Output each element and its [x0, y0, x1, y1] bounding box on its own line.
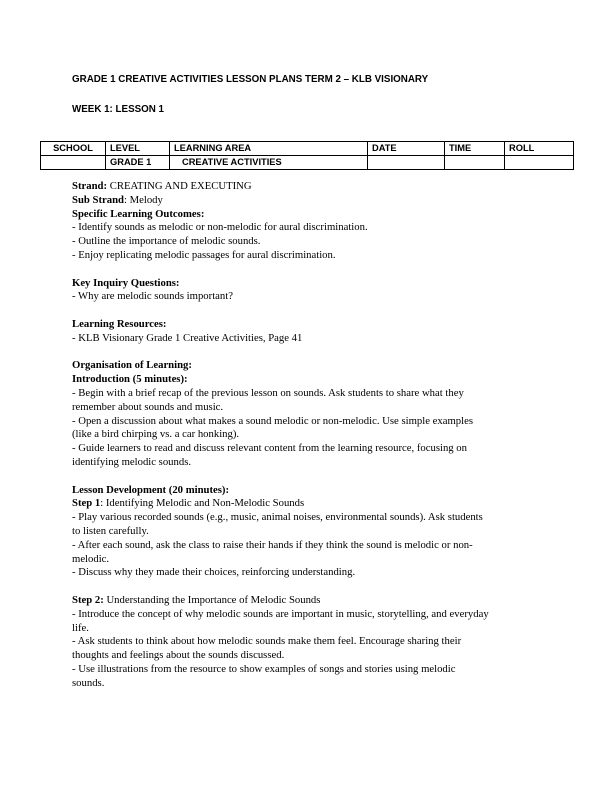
step1-heading [72, 497, 548, 511]
step1-title: : Identifying Melodic and Non-Melodic Sounds [100, 497, 305, 510]
introduction-heading: Introduction (5 minutes): [72, 373, 188, 386]
cell-roll [505, 156, 574, 170]
step1-line: - Play various recorded sounds (e.g., music, animal noises, environmental sounds). Ask students [72, 511, 483, 524]
step2-line: life. [72, 621, 89, 634]
intro-line: - Open a discussion about what makes a sound melodic or non-melodic. Use simple examples [72, 414, 473, 427]
table-header-row [41, 142, 574, 156]
strand-value: CREATING AND EXECUTING [107, 180, 252, 192]
step1-line: - Discuss why they made their choices, reinforcing understanding. [72, 566, 356, 579]
sub-strand-label: Sub Strand [72, 193, 124, 206]
header-date: DATE [368, 142, 445, 156]
header-level: LEVEL [106, 142, 170, 156]
resources-heading: Learning Resources: [72, 317, 167, 330]
cell-level: GRADE 1 [106, 156, 170, 170]
lesson-body [72, 180, 548, 690]
header-learning-area: LEARNING AREA [170, 142, 368, 156]
step2-heading [72, 594, 548, 608]
sub-strand-value: : Melody [123, 193, 163, 206]
inquiry-heading: Key Inquiry Questions: [72, 276, 180, 289]
step1-line: - After each sound, ask the class to raise their hands if they think the sound is melodic or non- [72, 538, 473, 551]
sub-strand-line [72, 194, 548, 208]
step1-line: to listen carefully. [72, 524, 149, 537]
outcome-item: - Enjoy replicating melodic passages for aural discrimination. [72, 248, 336, 261]
development-heading: Lesson Development (20 minutes): [72, 483, 230, 496]
intro-line: identifying melodic sounds. [72, 455, 192, 468]
cell-learning-area: CREATIVE ACTIVITIES [170, 156, 368, 170]
header-school: SCHOOL [41, 142, 106, 156]
strand-line [72, 180, 548, 194]
strand-label: Strand: [72, 180, 108, 192]
table-row [41, 156, 574, 170]
intro-line: (like a bird chirping vs. a car honking). [72, 428, 240, 441]
intro-line: remember about sounds and music. [72, 400, 224, 413]
step1-label: Step 1 [72, 497, 101, 510]
step2-line: - Ask students to think about how melodic sounds make them feel. Encourage sharing their [72, 635, 462, 648]
outcome-item: - Identify sounds as melodic or non-melodic for aural discrimination. [72, 221, 368, 234]
cell-date [368, 156, 445, 170]
outcomes-heading: Specific Learning Outcomes: [72, 207, 205, 220]
inquiry-item: - Why are melodic sounds important? [72, 290, 233, 303]
header-roll: ROLL [505, 142, 574, 156]
header-time: TIME [445, 142, 505, 156]
document-title: GRADE 1 CREATIVE ACTIVITIES LESSON PLANS TERM 2 – KLB VISIONARY [72, 74, 429, 85]
organisation-heading: Organisation of Learning: [72, 359, 192, 372]
resource-item: - KLB Visionary Grade 1 Creative Activities, Page 41 [72, 331, 303, 344]
step2-title: Understanding the Importance of Melodic Sounds [103, 593, 321, 606]
step2-line: thoughts and feelings about the sounds discussed. [72, 649, 285, 662]
cell-time [445, 156, 505, 170]
step2-line: - Use illustrations from the resource to show examples of songs and stories using melodic [72, 662, 456, 675]
week-lesson-title: WEEK 1: LESSON 1 [72, 104, 164, 115]
cell-school [41, 156, 106, 170]
outcome-item: - Outline the importance of melodic sounds. [72, 235, 261, 248]
step2-line: - Introduce the concept of why melodic sounds are important in music, storytelling, and everyday [72, 607, 489, 620]
lesson-info-table [40, 141, 574, 170]
intro-line: - Guide learners to read and discuss relevant content from the learning resource, focusing on [72, 442, 467, 455]
step1-line: melodic. [72, 552, 110, 565]
step2-line: sounds. [72, 676, 105, 689]
step2-label: Step 2: [72, 593, 104, 606]
intro-line: - Begin with a brief recap of the previous lesson on sounds. Ask students to share what they [72, 386, 464, 399]
